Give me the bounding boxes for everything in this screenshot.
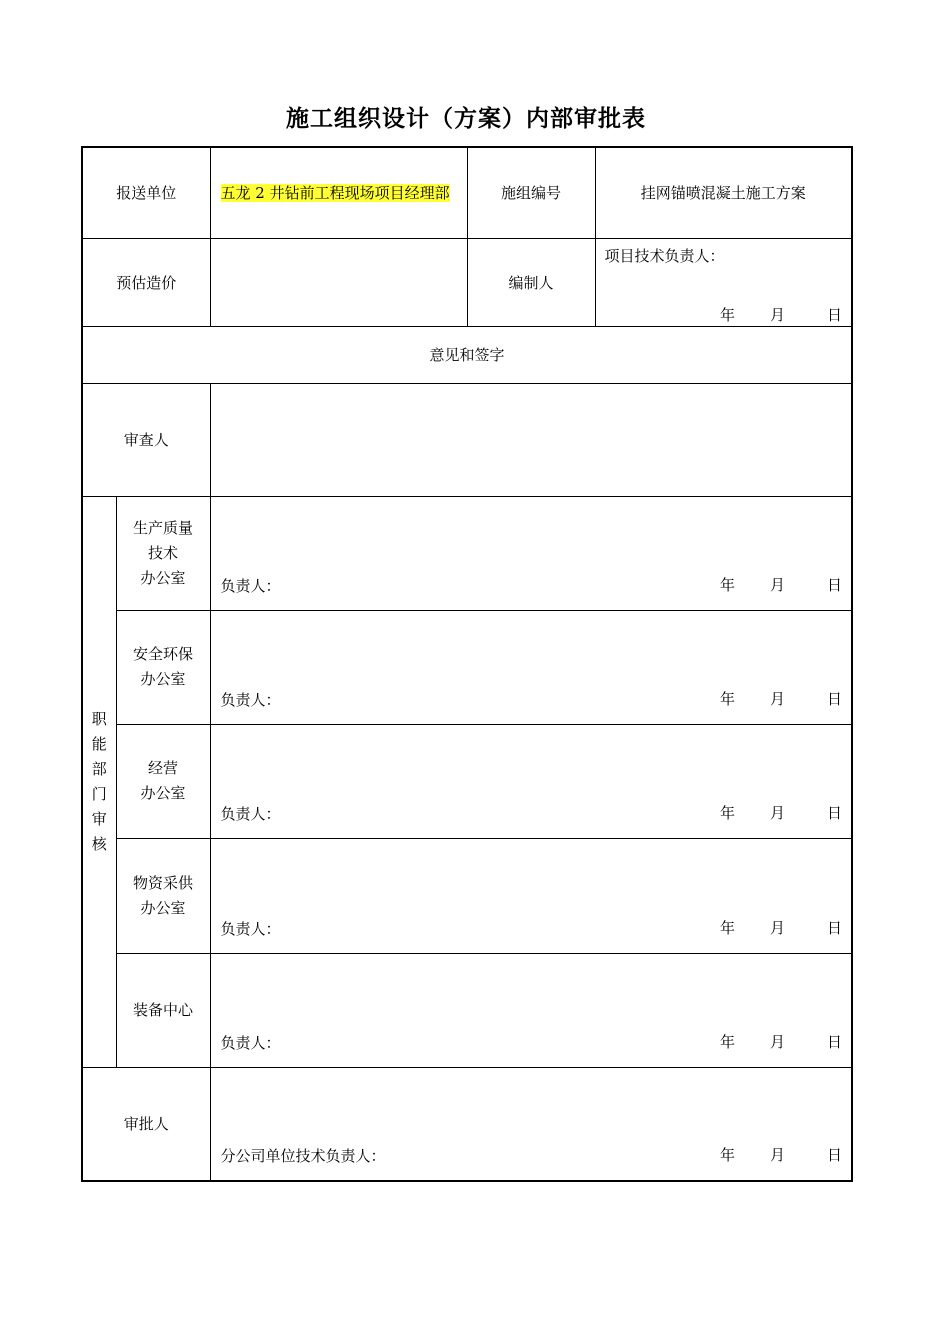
dept-name: 生产质量 技术 办公室 xyxy=(116,496,210,610)
approver-label: 审批人 xyxy=(82,1067,210,1181)
month-label: 月 xyxy=(770,305,786,324)
responsible-label: 负责人： xyxy=(220,804,281,823)
dept-group-label: 职 能 部 门 审 核 xyxy=(82,496,116,1067)
reviewer-label: 审查人 xyxy=(82,383,210,496)
cost-label: 预估造价 xyxy=(82,238,210,326)
date-fields: 年 月 日 xyxy=(720,689,843,708)
approval-form xyxy=(81,146,853,1182)
approver-responsible-label: 分公司单位技术负责人： xyxy=(220,1147,386,1165)
responsible-label: 负责人： xyxy=(220,690,281,709)
responsible-label: 负责人： xyxy=(220,1033,281,1052)
plan-no-label: 施组编号 xyxy=(467,147,595,238)
unit-label: 报送单位 xyxy=(82,147,210,238)
approver-signature-cell[interactable] xyxy=(210,1067,852,1181)
dept-name: 物资采供 办公室 xyxy=(116,838,210,953)
date-fields: 年 月 日 xyxy=(720,803,843,822)
tech-lead-label: 项目技术负责人： xyxy=(604,246,725,265)
plan-no-value[interactable]: 挂网锚喷混凝土施工方案 xyxy=(595,147,852,238)
dept-signature-cell[interactable] xyxy=(210,610,852,724)
date-fields xyxy=(720,304,842,324)
dept-signature-cell[interactable] xyxy=(210,838,852,953)
unit-value-cell[interactable] xyxy=(210,147,467,238)
author-label: 编制人 xyxy=(467,238,595,326)
cost-value[interactable] xyxy=(210,238,467,326)
date-fields: 年 月 日 xyxy=(720,918,843,937)
dept-signature-cell[interactable] xyxy=(210,724,852,838)
reviewer-signature-cell[interactable] xyxy=(210,383,852,496)
dept-name: 安全环保 办公室 xyxy=(116,610,210,724)
day-label: 日 xyxy=(827,305,843,324)
page-title: 施工组织设计（方案）内部审批表 xyxy=(286,106,646,132)
unit-value: 五龙 2 井钻前工程现场项目经理部 xyxy=(220,183,450,202)
responsible-label: 负责人： xyxy=(220,919,281,938)
tech-lead-cell[interactable] xyxy=(595,238,852,326)
date-fields: 年 月 日 xyxy=(720,1146,843,1164)
dept-signature-cell[interactable] xyxy=(210,953,852,1067)
responsible-label: 负责人： xyxy=(220,576,281,595)
dept-name: 经营 办公室 xyxy=(116,724,210,838)
opinion-header: 意见和签字 xyxy=(82,326,852,383)
year-label: 年 xyxy=(720,305,736,324)
dept-name: 装备中心 xyxy=(116,953,210,1067)
dept-signature-cell[interactable] xyxy=(210,496,852,610)
date-fields: 年 月 日 xyxy=(720,575,843,594)
date-fields: 年 月 日 xyxy=(720,1032,843,1051)
